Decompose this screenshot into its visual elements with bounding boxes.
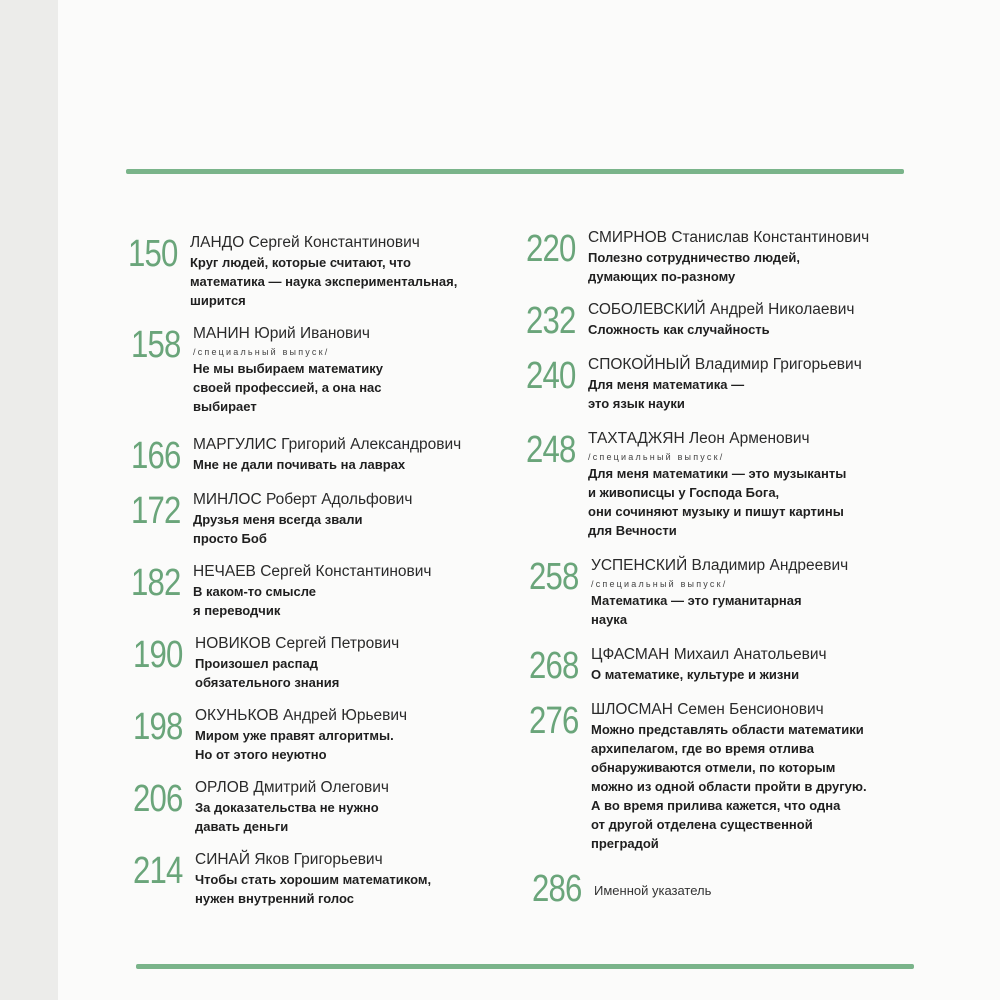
author-name — [588, 300, 854, 320]
article-title: Круг людей, которые считают, что математика — наука экспериментальная, ширится — [190, 255, 458, 308]
page-number: 190 — [133, 634, 183, 676]
article-title: Чтобы стать хорошим математиком, нужен внутренний голос — [195, 872, 432, 906]
author-name — [591, 645, 827, 665]
article-title: Произошел распад обязательного знания — [195, 656, 340, 690]
author-surname: МАРГУЛИС — [193, 436, 277, 453]
page-number: 214 — [133, 850, 183, 892]
page-number: 198 — [133, 706, 183, 748]
page-number: 286 — [532, 868, 582, 910]
author-surname: УСПЕНСКИЙ — [591, 557, 688, 574]
page-edge-shadow — [0, 0, 58, 1000]
author-given-name: Григорий Александрович — [281, 436, 462, 453]
author-surname: ШЛОСМАН — [591, 701, 673, 718]
page-number: 268 — [529, 645, 579, 687]
page-number: 258 — [529, 556, 579, 598]
name-index-label: Именной указатель — [594, 883, 712, 898]
author-given-name: Семен Бенсионович — [677, 701, 824, 718]
author-given-name: Сергей Петрович — [275, 635, 400, 652]
toc-entry-margulis[interactable] — [131, 435, 461, 475]
author-name — [193, 562, 432, 582]
page-number: 206 — [133, 778, 183, 820]
toc-entry-spokoiny[interactable] — [526, 355, 862, 413]
page-number: 182 — [131, 562, 181, 604]
author-surname: МАНИН — [193, 325, 250, 342]
special-issue-label: /специальный выпуск/ — [591, 579, 728, 589]
author-surname: ОРЛОВ — [195, 779, 250, 796]
toc-entry-nechaev[interactable] — [131, 562, 432, 620]
article-title: Миром уже правят алгоритмы. Но от этого неуютно — [195, 728, 394, 762]
top-rule — [126, 169, 904, 174]
article-title: Друзья меня всегда звали просто Боб — [193, 512, 363, 546]
author-given-name: Леон Арменович — [688, 430, 810, 447]
author-surname: ЦФАСМАН — [591, 646, 670, 663]
article-title: За доказательства не нужно давать деньги — [195, 800, 379, 834]
toc-entry-smirnov[interactable] — [526, 228, 869, 286]
author-name — [195, 778, 389, 798]
author-name — [591, 700, 867, 720]
author-given-name: Сергей Константинович — [260, 563, 432, 580]
author-surname: СИНАЙ — [195, 851, 251, 868]
article-title: О математике, культуре и жизни — [591, 667, 800, 682]
special-issue-label: /специальный выпуск/ — [588, 452, 725, 462]
author-given-name: Андрей Николаевич — [709, 301, 855, 318]
toc-entry-shlosman[interactable] — [529, 700, 867, 853]
article-title: Мне не дали почивать на лаврах — [193, 457, 406, 472]
article-title: Для меня математики — это музыканты и живописцы у Господа Бога, они сочиняют музыку и пишут картины для Вечности — [588, 466, 847, 538]
author-name — [195, 706, 407, 726]
author-surname: ОКУНЬКОВ — [195, 707, 279, 724]
author-name — [190, 233, 457, 253]
author-name — [591, 556, 848, 576]
author-name — [193, 435, 461, 455]
author-given-name: Станислав Константинович — [671, 229, 870, 246]
article-title: В каком-то смысле я переводчик — [193, 584, 317, 618]
author-name — [193, 324, 383, 344]
page-number: 240 — [526, 355, 576, 397]
author-given-name: Дмитрий Олегович — [253, 779, 390, 796]
author-given-name: Владимир Андреевич — [691, 557, 849, 574]
author-name — [195, 634, 399, 654]
toc-entry-uspensky[interactable] — [529, 556, 848, 629]
author-surname: ЛАНДО — [190, 234, 245, 251]
toc-entry-tsfasman[interactable] — [529, 645, 827, 685]
article-title: Можно представлять области математики архипелагом, где во время отлива обнаруживаются отмели, по которым можно из одной области пройти в другую. А во время прилива кажется, что одна от другой отделена существенной преградой — [591, 722, 867, 851]
author-surname: СМИРНОВ — [588, 229, 667, 246]
author-surname: СПОКОЙНЫЙ — [588, 356, 691, 373]
author-name — [193, 490, 412, 510]
author-surname: ТАХТАДЖЯН — [588, 430, 685, 447]
author-surname: НЕЧАЕВ — [193, 563, 256, 580]
author-given-name: Яков Григорьевич — [254, 851, 383, 868]
author-surname: СОБОЛЕВСКИЙ — [588, 301, 706, 318]
toc-entry-manin[interactable] — [131, 324, 383, 416]
author-given-name: Андрей Юрьевич — [283, 707, 408, 724]
page-number: 150 — [128, 233, 178, 275]
author-surname: МИНЛОС — [193, 491, 262, 508]
author-given-name: Юрий Иванович — [254, 325, 370, 342]
toc-entry-takhtajan[interactable] — [526, 429, 846, 540]
author-name — [195, 850, 431, 870]
bottom-rule — [136, 964, 914, 969]
page-number: 158 — [131, 324, 181, 366]
author-name — [588, 355, 862, 375]
special-issue-label: /специальный выпуск/ — [193, 347, 330, 357]
toc-entry-novikov[interactable] — [133, 634, 399, 692]
toc-entry-name-index[interactable] — [532, 868, 711, 908]
article-title: Для меня математика — это язык науки — [588, 377, 745, 411]
author-name — [588, 228, 869, 248]
page-number: 248 — [526, 429, 576, 471]
toc-entry-sobolevsky[interactable] — [526, 300, 854, 340]
author-given-name: Сергей Константинович — [248, 234, 420, 251]
author-given-name: Владимир Григорьевич — [694, 356, 862, 373]
author-surname: НОВИКОВ — [195, 635, 271, 652]
article-title: Математика — это гуманитарная наука — [591, 593, 802, 627]
author-name — [588, 429, 846, 449]
toc-entry-okounkov[interactable] — [133, 706, 407, 764]
page-number: 220 — [526, 228, 576, 270]
toc-entry-minlos[interactable] — [131, 490, 412, 548]
article-title: Полезно сотрудничество людей, думающих по-разному — [588, 250, 800, 284]
author-given-name: Роберт Адольфович — [265, 491, 413, 508]
article-title: Не мы выбираем математику своей профессией, а она нас выбирает — [193, 361, 384, 414]
toc-entry-lando[interactable] — [128, 233, 457, 310]
page-number: 276 — [529, 700, 579, 742]
page-number: 172 — [131, 490, 181, 532]
page-number: 232 — [526, 300, 576, 342]
page-number: 166 — [131, 435, 181, 477]
toc-entry-sinai[interactable] — [133, 850, 431, 908]
article-title: Сложность как случайность — [588, 322, 770, 337]
toc-entry-orlov[interactable] — [133, 778, 389, 836]
author-given-name: Михаил Анатольевич — [673, 646, 827, 663]
